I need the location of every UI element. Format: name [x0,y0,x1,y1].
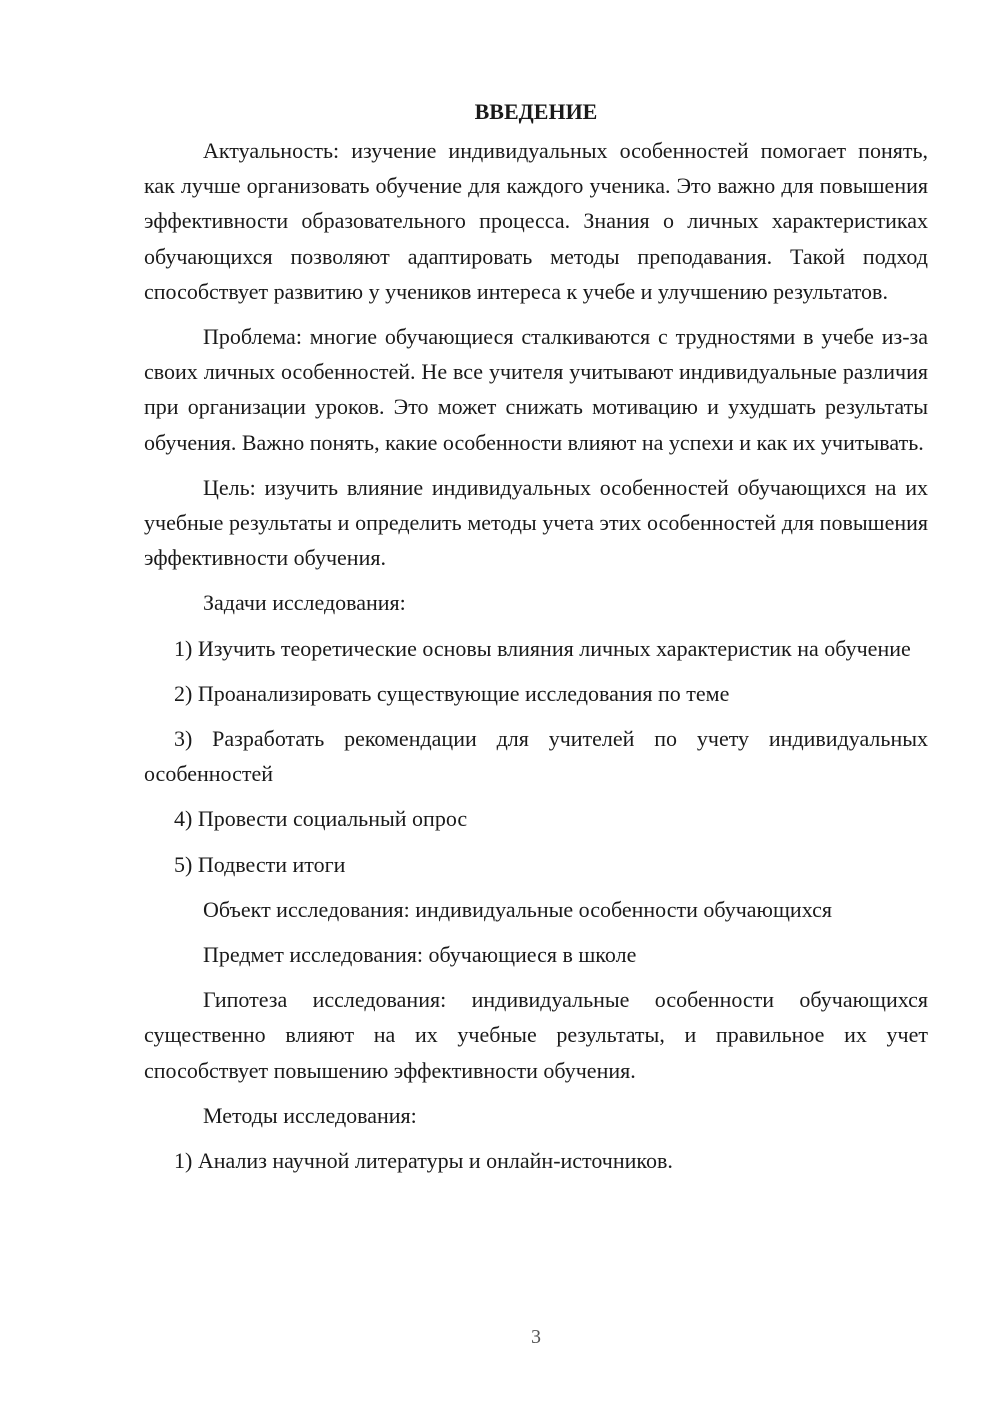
page-number: 3 [531,1326,541,1348]
hypothesis-paragraph: Гипотеза исследования: индивидуальные особенности обучающихся существенно влияют на их учебные результаты, и правильное их учет способствует повышению эффективности обучения. [144,987,928,1083]
task-item-2: 2) Проанализировать существующие исследования по теме [174,680,730,706]
task-item-4: 4) Провести социальный опрос [174,806,468,832]
task-item-1: 1) Изучить теоретические основы влияния личных характеристик на обучение [174,635,911,661]
task-item-3: 3) Разработать рекомендации для учителей по учету индивидуальных особенностей [144,726,928,787]
goal-paragraph: Цель: изучить влияние индивидуальных особенностей обучающихся на их учебные результаты и определить методы учета этих особенностей для повышения эффективности обучения. [144,474,928,571]
relevance-paragraph: Актуальность: изучение индивидуальных особенностей помогает понять, как лучше организовать обучение для каждого ученика. Это важно для повышения эффективности образовательного процесса. Знания о личных характеристиках обучающихся позволяют адаптировать методы преподавания. Такой подход способствует развитию у учеников интереса к учебе и улучшению результатов. [144,138,928,304]
problem-paragraph: Проблема: многие обучающиеся сталкиваются с трудностями в учебе из-за своих личных особенностей. Не все учителя учитывают индивидуальные различия при организации уроков. Это может снижать мотивацию и ухудшать результаты обучения. Важно понять, какие особенности влияют на успехи и как их учитывать. [144,324,928,455]
document-title: ВВЕДЕНИЕ [474,99,598,124]
document-page [144,94,928,1188]
research-object: Объект исследования: индивидуальные особенности обучающихся [203,896,832,922]
research-subject: Предмет исследования: обучающиеся в школе [203,942,637,968]
method-item-1: 1) Анализ научной литературы и онлайн-источников. [174,1148,673,1174]
task-item-5: 5) Подвести итоги [174,851,346,877]
methods-heading: Методы исследования: [203,1102,417,1128]
tasks-heading: Задачи исследования: [203,590,406,616]
